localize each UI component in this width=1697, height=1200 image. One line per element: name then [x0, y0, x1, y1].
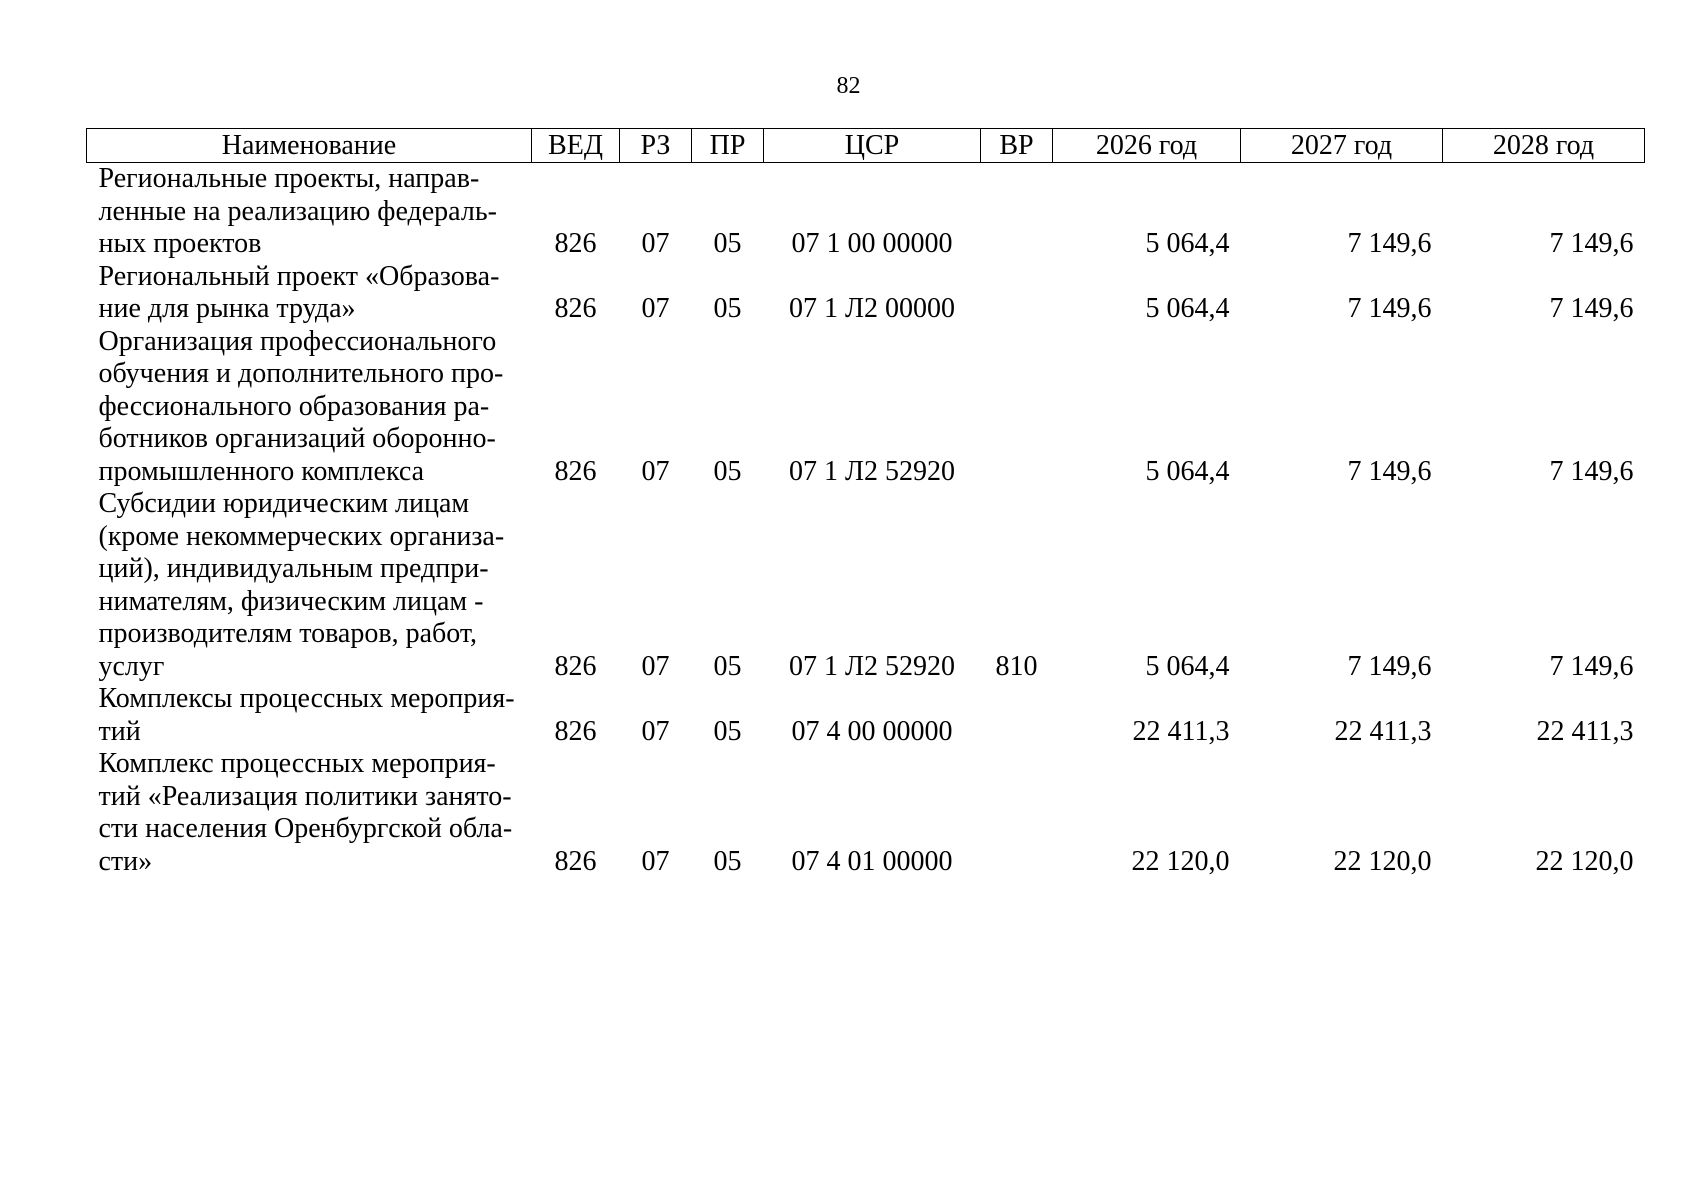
table-row — [87, 261, 1645, 326]
row-2026: 5 064,4 — [1145, 455, 1230, 487]
row-2027: 7 149,6 — [1347, 293, 1432, 324]
row-2028: 22 120,0 — [1535, 845, 1634, 877]
budget-table — [86, 128, 1645, 878]
row-2028: 7 149,6 — [1549, 228, 1634, 259]
row-ved: 826 — [554, 228, 597, 259]
row-csr: 07 1 Л2 52920 — [789, 455, 955, 487]
row-vr — [981, 748, 1053, 878]
row-2028: 7 149,6 — [1549, 455, 1634, 487]
table-row — [87, 748, 1645, 878]
row-2026: 5 064,4 — [1145, 293, 1230, 324]
row-2028: 7 149,6 — [1549, 650, 1634, 682]
row-name: Организация профессионального обучения и дополнительного про-фессионального образования ра-ботников организаций оборонно-промышленного комплекса — [98, 325, 504, 487]
row-2028: 7 149,6 — [1549, 293, 1634, 324]
row-pr: 05 — [713, 228, 742, 259]
row-2026: 5 064,4 — [1145, 228, 1230, 259]
row-vr — [981, 261, 1053, 326]
row-ved: 826 — [554, 293, 597, 324]
row-pr: 05 — [713, 455, 742, 487]
row-csr: 07 1 Л2 00000 — [789, 293, 955, 324]
row-name: Комплексы процессных мероприя-тий — [98, 683, 515, 747]
row-csr: 07 1 00 00000 — [791, 228, 953, 259]
row-2027: 7 149,6 — [1347, 650, 1432, 682]
table-row — [87, 683, 1645, 748]
row-csr: 07 4 00 00000 — [791, 715, 953, 747]
row-rz: 07 — [641, 715, 670, 747]
header-ved: ВЕД — [532, 129, 620, 163]
row-csr: 07 1 Л2 52920 — [789, 650, 955, 682]
row-2027: 7 149,6 — [1347, 228, 1432, 259]
row-ved: 826 — [554, 715, 597, 747]
row-ved: 826 — [554, 455, 597, 487]
row-name: Региональный проект «Образова-ние для рынка труда» — [98, 260, 500, 324]
table-row — [87, 163, 1645, 261]
row-rz: 07 — [641, 650, 670, 682]
header-csr: ЦСР — [764, 129, 981, 163]
row-pr: 05 — [713, 845, 742, 877]
row-name: Субсидии юридическим лицам (кроме некоммерческих организа-ций), индивидуальным предпри-нимателям, физическим лицам - производителям товаров, работ, услуг — [98, 488, 505, 682]
header-2026: 2026 год — [1053, 129, 1241, 163]
row-pr: 05 — [713, 715, 742, 747]
row-2026: 22 411,3 — [1132, 715, 1230, 747]
table-row — [87, 326, 1645, 489]
row-rz: 07 — [641, 455, 670, 487]
row-2027: 7 149,6 — [1347, 455, 1432, 487]
row-2027: 22 120,0 — [1333, 845, 1432, 877]
row-vr: 810 — [995, 650, 1038, 682]
header-rz: РЗ — [620, 129, 692, 163]
row-rz: 07 — [641, 293, 670, 324]
row-pr: 05 — [713, 650, 742, 682]
header-pr: ПР — [692, 129, 764, 163]
row-vr — [981, 683, 1053, 748]
row-2027: 22 411,3 — [1334, 715, 1432, 747]
row-ved: 826 — [554, 650, 597, 682]
row-2026: 22 120,0 — [1131, 845, 1230, 877]
row-pr: 05 — [713, 293, 742, 324]
header-2028: 2028 год — [1443, 129, 1645, 163]
row-vr — [981, 163, 1053, 261]
table-row — [87, 488, 1645, 683]
row-2026: 5 064,4 — [1145, 650, 1230, 682]
header-name: Наименование — [87, 129, 532, 163]
row-vr — [981, 326, 1053, 489]
row-ved: 826 — [554, 845, 597, 877]
table-header-row — [87, 129, 1645, 163]
row-2028: 22 411,3 — [1536, 715, 1634, 747]
row-rz: 07 — [641, 845, 670, 877]
row-csr: 07 4 01 00000 — [791, 845, 953, 877]
row-name: Комплекс процессных мероприя-тий «Реализация политики занято-сти населения Оренбургской обла-сти» — [98, 748, 513, 877]
row-name: Региональные проекты, направ-ленные на реализацию федераль-ных проектов — [98, 163, 497, 259]
header-2027: 2027 год — [1241, 129, 1443, 163]
page-number: 82 — [836, 73, 861, 99]
header-vr: ВР — [981, 129, 1053, 163]
row-rz: 07 — [641, 228, 670, 259]
